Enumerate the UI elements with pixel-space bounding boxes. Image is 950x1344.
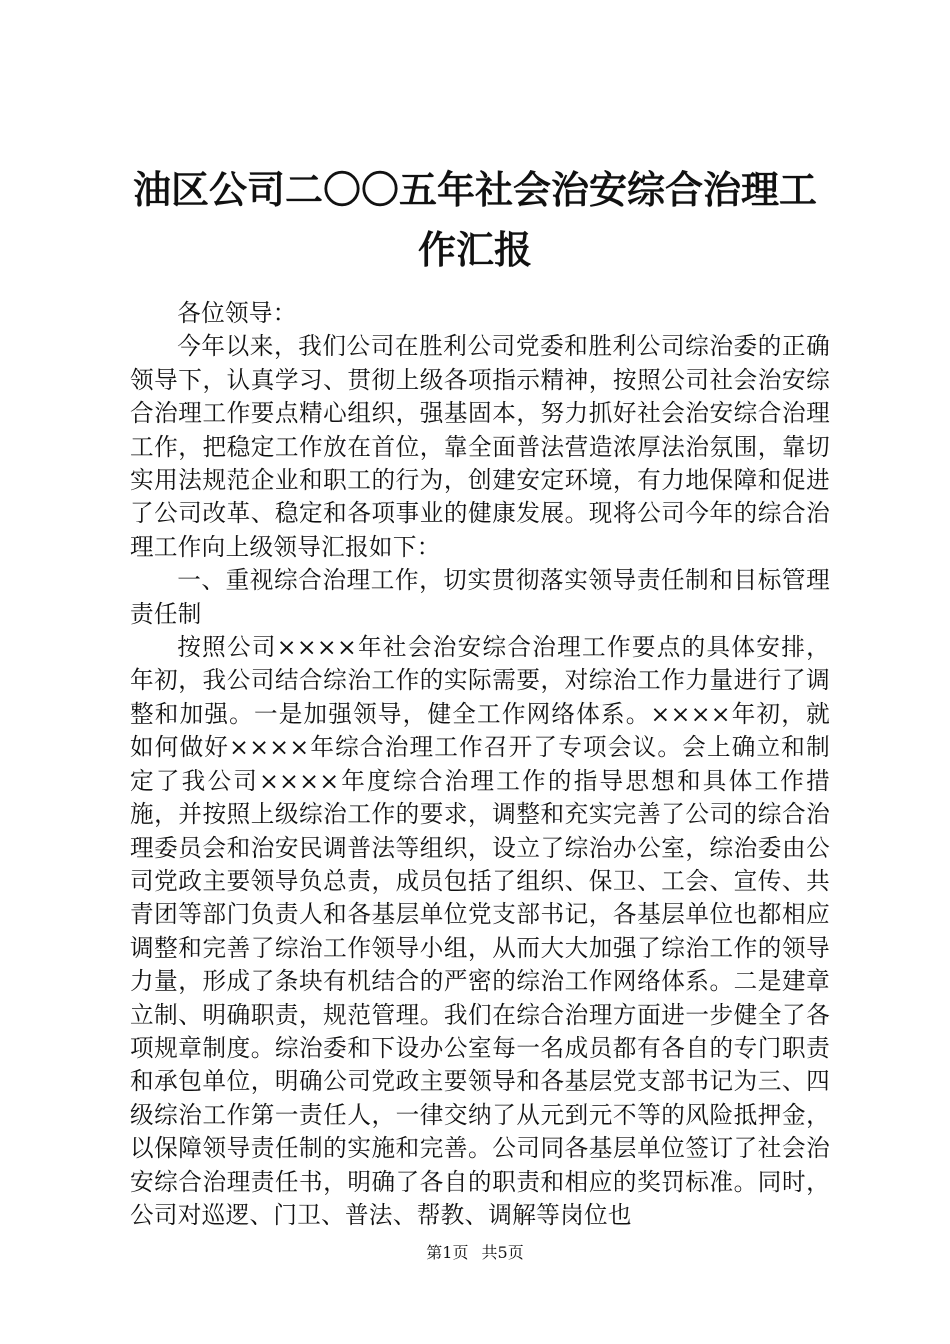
section-heading: 一、重视综合治理工作，切实贯彻落实领导责任制和目标管理责任制 xyxy=(130,566,830,628)
paragraph-body: 按照公司××××年社会治安综合治理工作要点的具体安排，年初，我公司结合综治工作的实际需要，对综治工作力量进行了调整和加强。一是加强领导，健全工作网络体系。××××年初，就如何做好××××年综合治理工作召开了专项会议。会上确立和制定了我公司××××年度综合治理工作的指导思想和具体工作措施，并按照上级综治工作的要求，调整和充实完善了公司的综合治理委员会和治安民调普法等组织，设立了综治办公室，综治委由公司党政主要领导负总责，成员包括了组织、保卫、工会、宣传、共青团等部门负责人和各基层单位党支部书记，各基层单位也都相应调整和完善了综治工作领导小组，从而大大加强了综治工作的领导力量，形成了条块有机结合的严密的综治工作网络体系。二是建章立制、明确职责，规范管理。我们在综合治理方面进一步健全了各项规章制度。综治委和下设办公室每一名成员都有各自的专门职责和承包单位，明确公司党政主要领导和各基层党支部书记为三、四级综治工作第一责任人，一律交纳了从元到元不等的风险抵押金，以保障领导责任制的实施和完善。公司同各基层单位签订了社会治安综合治理责任书，明确了各自的职责和相应的奖罚标准。同时，公司对巡逻、门卫、普法、帮教、调解等岗位也 xyxy=(130,633,830,1229)
salutation: 各位领导： xyxy=(177,299,297,327)
document-title: 油区公司二〇〇五年社会治安综合治理工作汇报 xyxy=(132,167,817,272)
page-count: 共5页 xyxy=(481,1243,524,1262)
paragraph-intro: 今年以来，我们公司在胜利公司党委和胜利公司综治委的正确领导下，认真学习、贯彻上级各项指示精神，按照公司社会治安综合治理工作要点精心组织，强基固本，努力抓好社会治安综合治理工作，把稳定工作放在首位，靠全面普法营造浓厚法治氛围，靠切实用法规范企业和职工的行为，创建安定环境，有力地保障和促进了公司改革、稳定和各项事业的健康发展。现将公司今年的综合治理工作向上级领导汇报如下： xyxy=(130,332,830,561)
page-number: 第1页 xyxy=(426,1243,469,1262)
document-body xyxy=(130,297,830,1232)
page-footer xyxy=(0,1242,950,1264)
